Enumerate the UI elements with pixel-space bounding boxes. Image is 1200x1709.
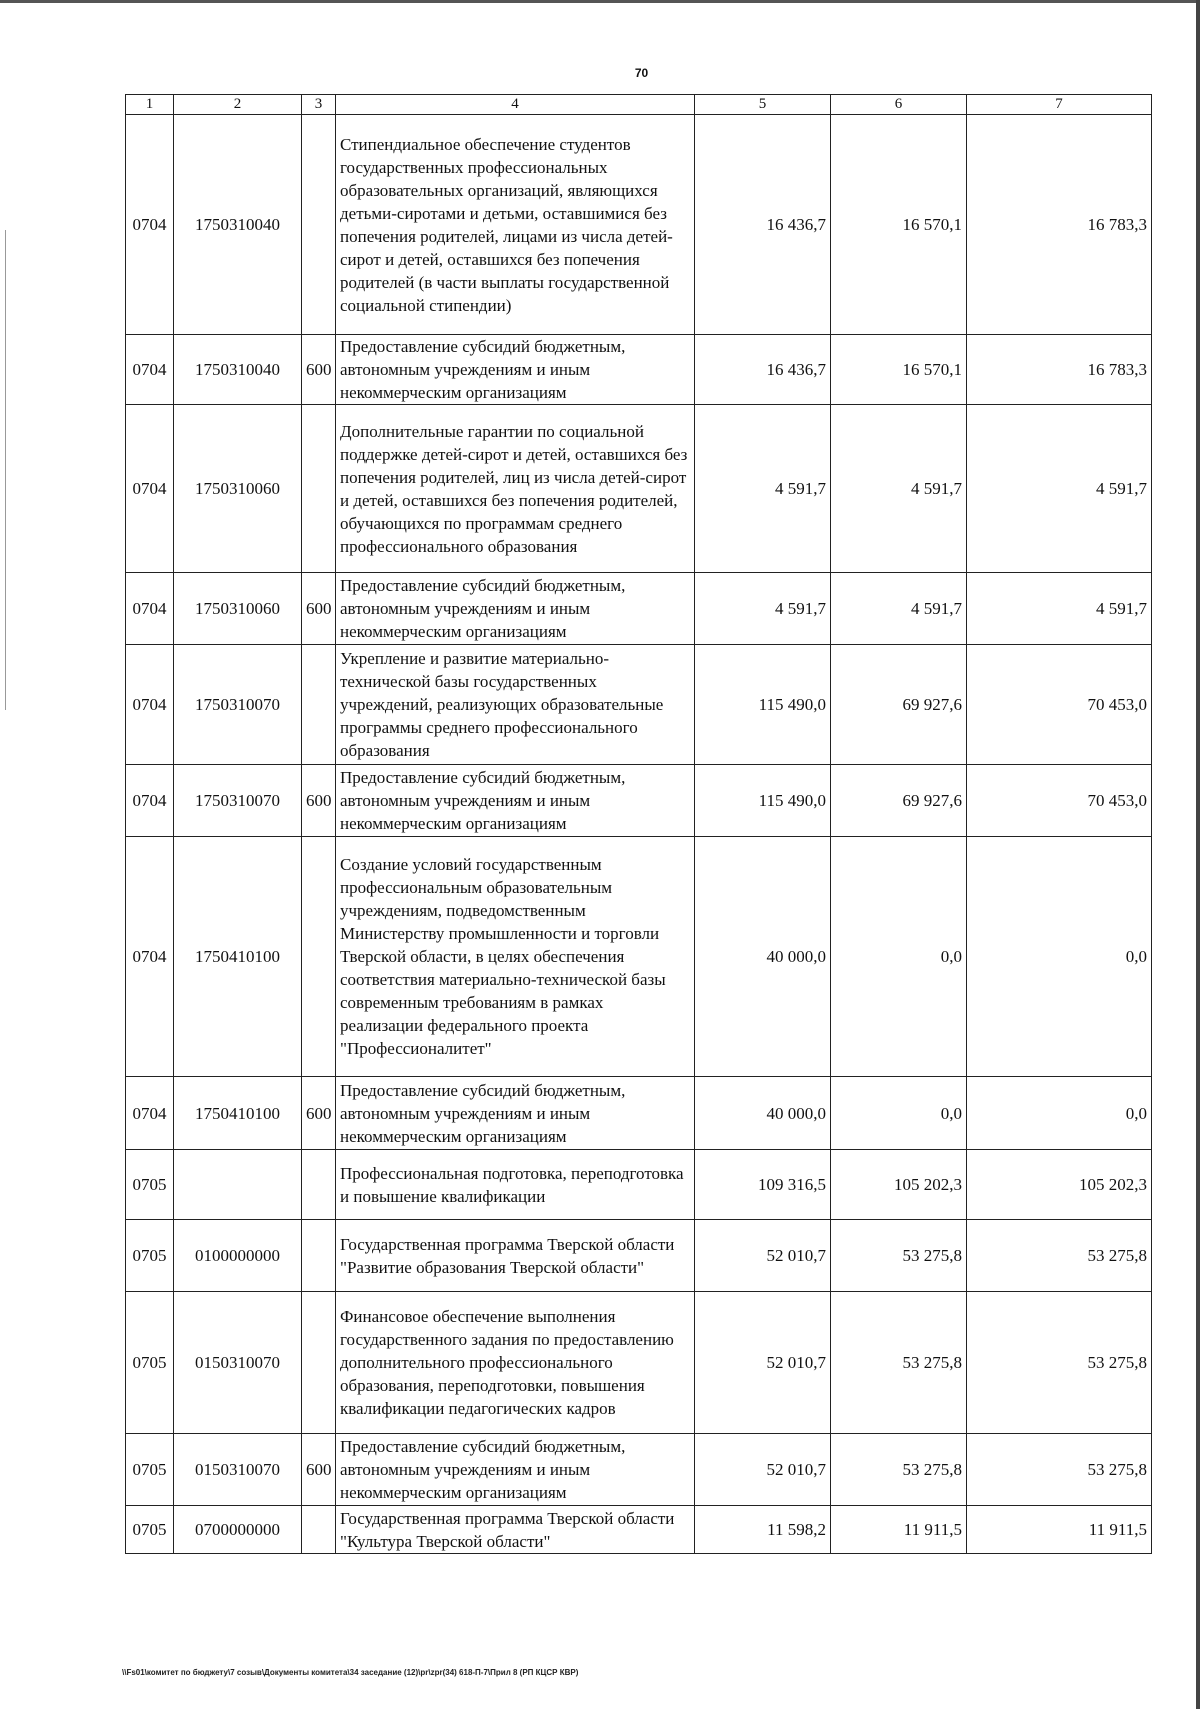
cell-value-5: 4 591,7 [695,573,831,645]
cell-type: 600 [302,335,336,405]
table-row [126,573,1152,645]
cell-value-6: 105 202,3 [831,1150,967,1220]
cell-code: 1750310070 [174,765,302,837]
cell-section: 0705 [126,1150,174,1220]
cell-value-6: 11 911,5 [831,1506,967,1554]
cell-name: Стипендиальное обеспечение студентов государственных профессиональных образовательных организаций, являющихся детьми-сиротами и детьми, оставшимися без попечения родителей, лицами из числа детей-сирот и детей, оставшихся без попечения родителей (в части выплаты государственной социальной стипендии) [336,115,695,335]
table-row [126,405,1152,573]
cell-value-5: 52 010,7 [695,1292,831,1434]
col-header-3: 3 [302,95,336,115]
cell-value-5: 40 000,0 [695,837,831,1077]
cell-value-6: 4 591,7 [831,573,967,645]
cell-code [174,1150,302,1220]
cell-type [302,115,336,335]
scan-edge-left [5,230,6,710]
cell-section: 0704 [126,1077,174,1150]
cell-section: 0705 [126,1220,174,1292]
table-row [126,1077,1152,1150]
table-row [126,765,1152,837]
cell-name: Государственная программа Тверской области "Культура Тверской области" [336,1506,695,1554]
cell-value-6: 53 275,8 [831,1220,967,1292]
cell-section: 0705 [126,1292,174,1434]
table-row [126,1506,1152,1554]
cell-code: 0700000000 [174,1506,302,1554]
table-row [126,837,1152,1077]
cell-value-6: 0,0 [831,837,967,1077]
cell-name: Укрепление и развитие материально-технической базы государственных учреждений, реализующих образовательные программы среднего профессионального образования [336,645,695,765]
cell-code: 1750310040 [174,115,302,335]
budget-table [125,94,1152,1554]
cell-name: Профессиональная подготовка, переподготовка и повышение квалификации [336,1150,695,1220]
cell-value-5: 4 591,7 [695,405,831,573]
cell-type: 600 [302,1434,336,1506]
table-row [126,1150,1152,1220]
cell-code: 0150310070 [174,1434,302,1506]
cell-name: Предоставление субсидий бюджетным, автономным учреждениям и иным некоммерческим организациям [336,335,695,405]
cell-value-5: 115 490,0 [695,645,831,765]
cell-section: 0704 [126,837,174,1077]
scan-edge-right [1196,0,1200,1709]
cell-value-6: 16 570,1 [831,335,967,405]
cell-type [302,837,336,1077]
cell-value-6: 53 275,8 [831,1292,967,1434]
cell-type [302,405,336,573]
cell-code: 1750410100 [174,1077,302,1150]
cell-name: Предоставление субсидий бюджетным, автономным учреждениям и иным некоммерческим организациям [336,765,695,837]
cell-value-7: 16 783,3 [967,115,1152,335]
cell-value-5: 40 000,0 [695,1077,831,1150]
col-header-4: 4 [336,95,695,115]
cell-value-6: 69 927,6 [831,645,967,765]
cell-section: 0704 [126,405,174,573]
cell-value-6: 53 275,8 [831,1434,967,1506]
table-row [126,645,1152,765]
cell-value-7: 70 453,0 [967,765,1152,837]
cell-value-5: 115 490,0 [695,765,831,837]
cell-type [302,1220,336,1292]
cell-name: Предоставление субсидий бюджетным, автономным учреждениям и иным некоммерческим организациям [336,1077,695,1150]
cell-type [302,645,336,765]
cell-value-5: 52 010,7 [695,1220,831,1292]
cell-value-7: 53 275,8 [967,1292,1152,1434]
cell-value-7: 0,0 [967,1077,1152,1150]
col-header-5: 5 [695,95,831,115]
cell-type: 600 [302,573,336,645]
cell-code: 1750310060 [174,405,302,573]
cell-value-7: 4 591,7 [967,405,1152,573]
cell-code: 0150310070 [174,1292,302,1434]
cell-code: 0100000000 [174,1220,302,1292]
cell-type: 600 [302,765,336,837]
col-header-6: 6 [831,95,967,115]
cell-value-7: 16 783,3 [967,335,1152,405]
table-row [126,1220,1152,1292]
table-row [126,115,1152,335]
cell-value-6: 0,0 [831,1077,967,1150]
cell-name: Дополнительные гарантии по социальной поддержке детей-сирот и детей, оставшихся без попечения родителей, лиц из числа детей-сирот и детей, оставшихся без попечения родителей, обучающихся по программам среднего профессионального образования [336,405,695,573]
cell-name: Создание условий государственным профессиональным образовательным учреждениям, подведомственным Министерству промышленности и торговли Тверской области, в целях обеспечения соответствия материально-технической базы современным требованиям в рамках реализации федерального проекта "Профессионалитет" [336,837,695,1077]
cell-name: Предоставление субсидий бюджетным, автономным учреждениям и иным некоммерческим организациям [336,573,695,645]
col-header-2: 2 [174,95,302,115]
cell-value-6: 16 570,1 [831,115,967,335]
file-path-footer: \\Fs01\комитет по бюджету\7 созыв\Документы комитета\34 заседание (12)\pr\zpr(34) 618-П-7\Прил 8 (РП КЦСР КВР) [122,1668,579,1677]
cell-name: Государственная программа Тверской области "Развитие образования Тверской области" [336,1220,695,1292]
cell-code: 1750410100 [174,837,302,1077]
cell-value-5: 16 436,7 [695,115,831,335]
header-row [126,95,1152,115]
cell-value-7: 53 275,8 [967,1434,1152,1506]
table-row [126,335,1152,405]
cell-code: 1750310040 [174,335,302,405]
cell-value-7: 105 202,3 [967,1150,1152,1220]
cell-section: 0704 [126,765,174,837]
cell-code: 1750310070 [174,645,302,765]
table-row [126,1434,1152,1506]
cell-type [302,1292,336,1434]
cell-type [302,1150,336,1220]
cell-name: Финансовое обеспечение выполнения государственного задания по предоставлению дополнительного профессионального образования, переподготовки, повышения квалификации педагогических кадров [336,1292,695,1434]
cell-section: 0705 [126,1434,174,1506]
cell-type: 600 [302,1077,336,1150]
cell-section: 0705 [126,1506,174,1554]
cell-section: 0704 [126,115,174,335]
cell-type [302,1506,336,1554]
cell-value-5: 109 316,5 [695,1150,831,1220]
scan-edge-top [0,0,1200,3]
cell-name: Предоставление субсидий бюджетным, автономным учреждениям и иным некоммерческим организациям [336,1434,695,1506]
cell-value-6: 69 927,6 [831,765,967,837]
table-row [126,1292,1152,1434]
cell-section: 0704 [126,573,174,645]
cell-section: 0704 [126,335,174,405]
cell-value-5: 11 598,2 [695,1506,831,1554]
cell-value-7: 4 591,7 [967,573,1152,645]
cell-value-7: 0,0 [967,837,1152,1077]
cell-value-5: 52 010,7 [695,1434,831,1506]
cell-value-6: 4 591,7 [831,405,967,573]
cell-value-7: 70 453,0 [967,645,1152,765]
cell-value-7: 11 911,5 [967,1506,1152,1554]
cell-value-7: 53 275,8 [967,1220,1152,1292]
cell-section: 0704 [126,645,174,765]
cell-value-5: 16 436,7 [695,335,831,405]
col-header-7: 7 [967,95,1152,115]
page-number: 70 [634,66,649,80]
col-header-1: 1 [126,95,174,115]
cell-code: 1750310060 [174,573,302,645]
